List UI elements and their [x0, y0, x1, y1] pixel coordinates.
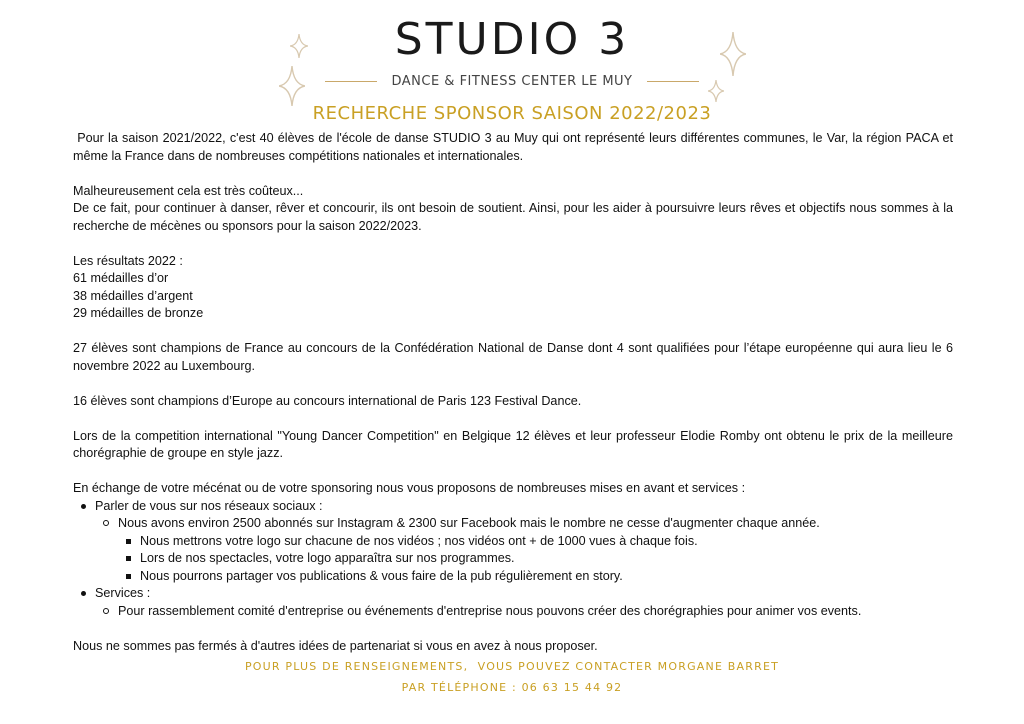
offers-list [73, 498, 953, 621]
social-item-logo-videos: Nous mettrons votre logo sur chacune de nos vidéos ; nos vidéos ont + de 1000 vues à chaque fois. [140, 533, 953, 551]
list-item [95, 515, 953, 585]
offer-services-sub: Pour rassemblement comité d'entreprise ou événements d'entreprise nous pouvons créer des chorégraphies pour animer vos events. [118, 603, 953, 621]
offer-social-sub: Nous avons environ 2500 abonnés sur Instagram & 2300 sur Facebook mais le nombre ne cesse d'augmenter chaque année. [118, 515, 953, 533]
list-item [73, 585, 953, 620]
list-item [118, 533, 953, 551]
exchange-intro: En échange de votre mécénat ou de votre sponsoring nous vous proposons de nombreuses mises en avant et services : [73, 481, 746, 495]
logo-subtitle: DANCE & FITNESS CENTER LE MUY [391, 74, 633, 89]
result-gold: 61 médailles d’or [73, 271, 169, 285]
competition-paragraph: Lors de la competition international "Young Dancer Competition" en Belgique 12 élèves et leur professeur Elodie Romby ont obtenu le prix de la meilleure chorégraphie de groupe en style jazz. [73, 428, 953, 460]
social-item-stories: Nous pourrons partager vos publications & vous faire de la pub régulièrement en story. [140, 568, 953, 586]
result-silver: 38 médailles d’argent [73, 288, 193, 303]
logo-title: STUDIO 3 [394, 14, 630, 65]
offer-social-title: Parler de vous sur nos réseaux sociaux : [95, 498, 953, 516]
footer-phone: PAR TÉLÉPHONE : 06 63 15 44 92 [401, 681, 623, 694]
intro-paragraph: Pour la saison 2021/2022, c'est 40 élèves de l'école de danse STUDIO 3 au Muy qui ont représenté leurs différentes communes, le Var, la région PACA et même la France dans de nombreuses compétitions nationales et internationales. [73, 131, 957, 163]
list-item [73, 498, 953, 586]
list-item [95, 603, 953, 621]
cost-line: Malheureusement cela est très coûteux... [73, 183, 304, 198]
divider [647, 81, 699, 82]
offer-services-title: Services : [95, 585, 953, 603]
divider [325, 81, 377, 82]
results-title: Les résultats 2022 : [73, 253, 183, 268]
footer-contact: POUR PLUS DE RENSEIGNEMENTS, VOUS POUVEZ CONTACTER MORGANE BARRET [244, 660, 780, 673]
logo-subtitle-row [0, 74, 1024, 89]
champions-europe-paragraph: 16 élèves sont champions d’Europe au concours international de Paris 123 Festival Dance. [73, 393, 582, 408]
social-item-programs: Lors de nos spectacles, votre logo apparaîtra sur nos programmes. [140, 550, 953, 568]
social-sublist [95, 515, 953, 585]
page-title: RECHERCHE SPONSOR SAISON 2022/2023 [312, 103, 712, 124]
closing-paragraph: Nous ne sommes pas fermés à d'autres idées de partenariat si vous en avez à nous proposer. [73, 638, 598, 653]
support-paragraph: De ce fait, pour continuer à danser, rêver et concourir, ils ont besoin de soutient. Ainsi, pour les aider à poursuivre leurs rêves et objectifs nous sommes à la recherche de mécènes ou sponsors pour la saison 2022/2023. [73, 201, 953, 233]
social-items-list [118, 533, 953, 586]
list-item [118, 550, 953, 568]
result-bronze: 29 médailles de bronze [73, 306, 204, 320]
list-item [118, 568, 953, 586]
services-sublist [95, 603, 953, 621]
header [0, 0, 1024, 100]
champions-france-paragraph: 27 élèves sont champions de France au concours de la Confédération National de Danse dont 4 sont qualifiées pour l’étape européenne qui aura lieu le 6 novembre 2022 au Luxembourg. [73, 341, 953, 373]
document-body [73, 130, 957, 655]
